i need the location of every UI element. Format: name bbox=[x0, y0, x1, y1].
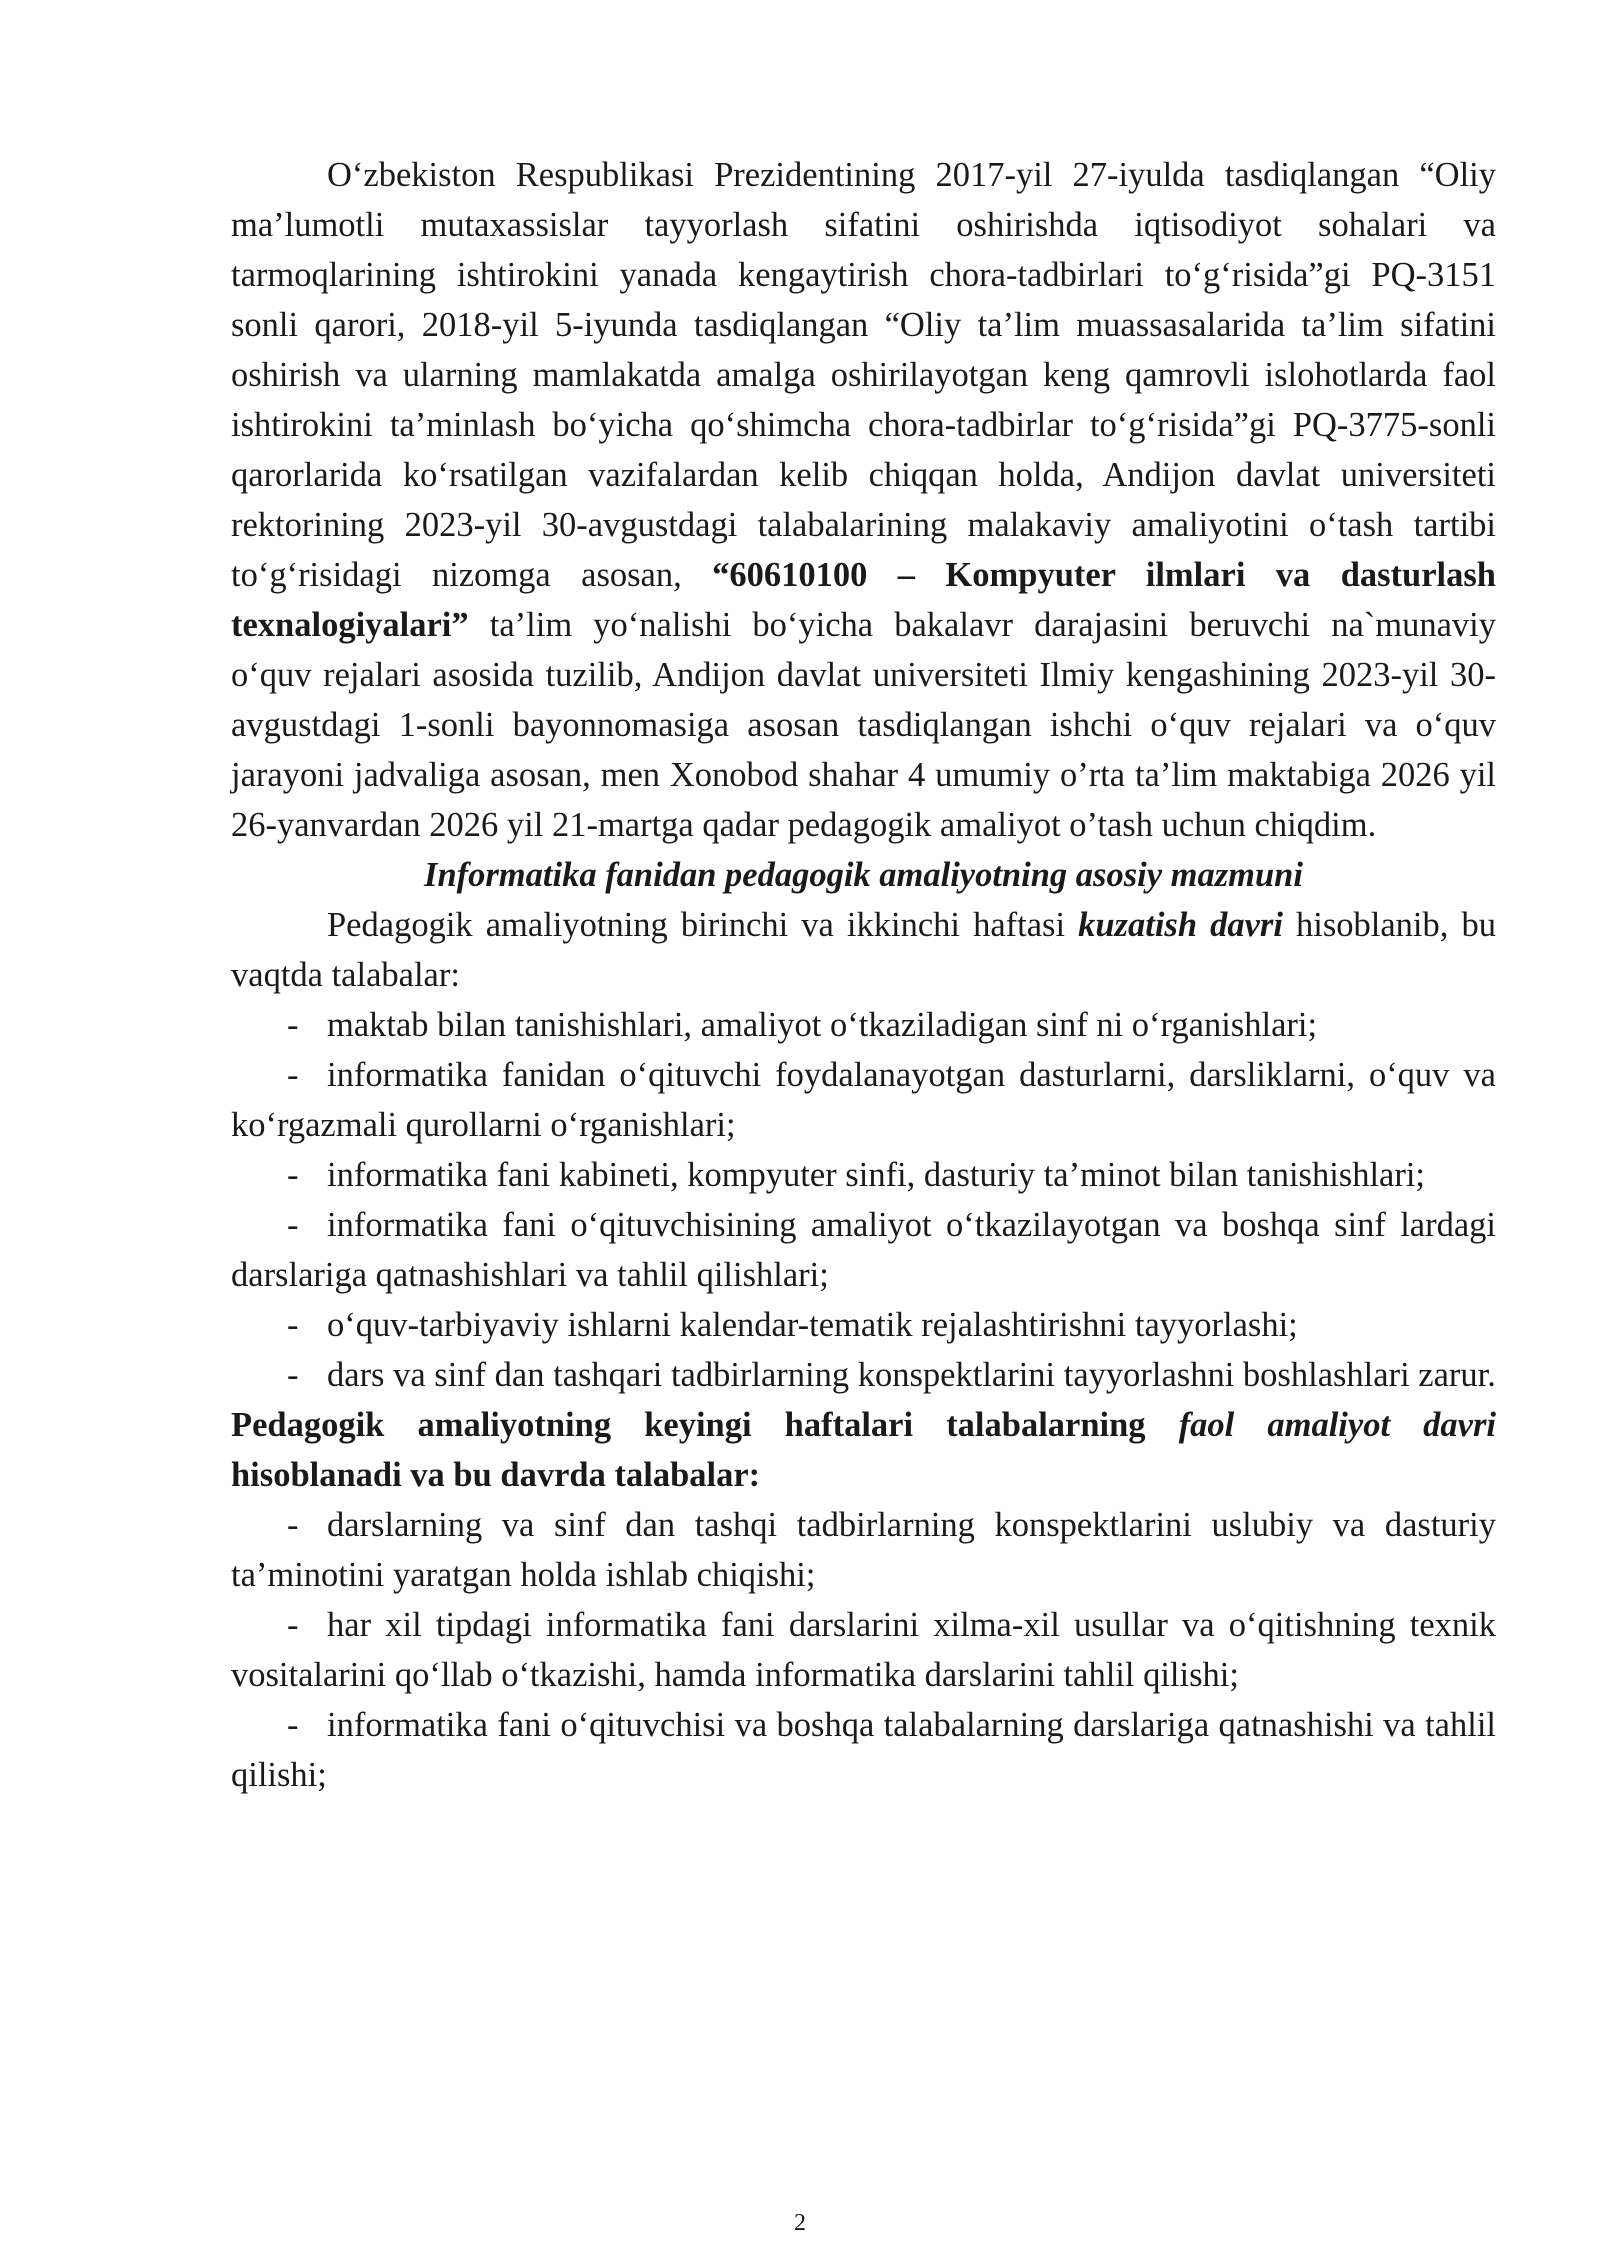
active-period-paragraph bbox=[231, 1400, 1496, 1500]
list-item bbox=[231, 1150, 1496, 1200]
dash-marker: - bbox=[287, 1506, 299, 1544]
list-item-text: informatika fani o‘qituvchisi va boshqa talabalarning darslariga qatnashishi va tahlil qilishi; bbox=[231, 1706, 1496, 1794]
list-item-text: informatika fani kabineti, kompyuter sinfi, dasturiy ta’minot bilan tanishishlari; bbox=[327, 1156, 1426, 1194]
section-title: Informatika fanidan pedagogik amaliyotning asosiy mazmuni bbox=[424, 856, 1303, 894]
dash-marker: - bbox=[287, 1306, 299, 1344]
list-item bbox=[231, 1350, 1496, 1400]
dash-marker: - bbox=[287, 1706, 299, 1744]
observation-list bbox=[231, 1000, 1496, 1400]
intro-text-start: O‘zbekiston Respublikasi Prezidentining 2017-yil 27-iyulda tasdiqlangan “Oliy ma’lumotli mutaxassislar tayyorlash sifatini oshirishda iqtisodiyot sohalari va tarmoqlarining ishtirokini yanada kengaytirish chora-tadbirlari to‘g‘risida”gi PQ-3151 sonli qarori, 2018-yil 5-iyunda tasdiqlangan “Oliy ta’lim muassasalarida ta’lim sifatini oshirish va ularning mamlakatda amalga oshirilayotgan keng qamrovli islohotlarda faol ishtirokini ta’minlash bo‘yicha qo‘shimcha chora-tadbirlar to‘g‘risida”gi PQ-3775-sonli qarorlarida ko‘rsatilgan vazifalardan kelib chiqqan holda, Andijon davlat universiteti rektorining 2023-yil 30-avgustdagi talabalarining malakaviy amaliyotini o‘tash tartibi to‘g‘risidagi nizomga asosan, bbox=[231, 156, 1496, 594]
dash-marker: - bbox=[287, 1056, 299, 1094]
observation-paragraph bbox=[231, 900, 1496, 1000]
observation-text-end: hisoblanib, bu vaqtda talabalar: bbox=[231, 906, 1496, 994]
list-item-text: maktab bilan tanishishlari, amaliyot o‘tkaziladigan sinf ni o‘rganishlari; bbox=[327, 1006, 1318, 1044]
list-item-text: dars va sinf dan tashqari tadbirlarning konspektlarini tayyorlashni boshlashlari zarur. bbox=[327, 1356, 1496, 1394]
active-text-end: hisoblanadi va bu davrda talabalar: bbox=[231, 1456, 761, 1494]
list-item bbox=[231, 1600, 1496, 1700]
list-item-text: darslarning va sinf dan tashqi tadbirlarning konspektlarini uslubiy va dasturiy ta’minotini yaratgan holda ishlab chiqishi; bbox=[231, 1506, 1496, 1594]
dash-marker: - bbox=[287, 1006, 299, 1044]
observation-emphasis: kuzatish davri bbox=[1078, 906, 1283, 944]
intro-text-end: ta’lim yo‘nalishi bo‘yicha bakalavr darajasini beruvchi na`munaviy o‘quv rejalari asosida tuzilib, Andijon davlat universiteti Ilmiy kengashining 2023-yil 30-avgustdagi 1-sonli bayonnomasiga asosan tasdiqlangan ishchi o‘quv rejalari va o‘quv jarayoni jadvaliga asosan, men Xonobod shahar 4 umumiy o’rta ta’lim maktabiga 2026 yil 26-yanvardan 2026 yil 21-martga qadar pedagogik amaliyot o’tash uchun chiqdim. bbox=[231, 606, 1496, 844]
list-item bbox=[231, 1000, 1496, 1050]
intro-paragraph bbox=[231, 150, 1496, 850]
observation-text: Pedagogik amaliyotning birinchi va ikkinchi haftasi bbox=[327, 906, 1079, 944]
list-item-text: har xil tipdagi informatika fani darslarini xilma-xil usullar va o‘qitishning texnik vositalarini qo‘llab o‘tkazishi, hamda informatika darslarini tahlil qilishi; bbox=[231, 1606, 1496, 1694]
active-list bbox=[231, 1500, 1496, 1800]
active-emphasis: faol amaliyot davri bbox=[1178, 1406, 1496, 1444]
active-text: Pedagogik amaliyotning keyingi haftalari talabalarning bbox=[231, 1406, 1179, 1444]
program-title: “60610100 – Kompyuter ilmlari va dasturlash texnalogiyalari” bbox=[231, 556, 1496, 644]
dash-marker: - bbox=[287, 1206, 299, 1244]
list-item bbox=[231, 1500, 1496, 1600]
page-number: 2 bbox=[794, 2210, 806, 2236]
dash-marker: - bbox=[287, 1606, 299, 1644]
list-item-text: informatika fani o‘qituvchisining amaliyot o‘tkazilayotgan va boshqa sinf lardagi darslariga qatnashishlari va tahlil qilishlari; bbox=[231, 1206, 1496, 1294]
list-item bbox=[231, 1300, 1496, 1350]
dash-marker: - bbox=[287, 1156, 299, 1194]
list-item bbox=[231, 1050, 1496, 1150]
document-body bbox=[231, 150, 1496, 1800]
dash-marker: - bbox=[287, 1356, 299, 1394]
list-item-text: informatika fanidan o‘qituvchi foydalanayotgan dasturlarni, darsliklarni, o‘quv va ko‘rgazmali qurollarni o‘rganishlari; bbox=[231, 1056, 1496, 1144]
list-item-text: o‘quv-tarbiyaviy ishlarni kalendar-tematik rejalashtirishni tayyorlashi; bbox=[327, 1306, 1298, 1344]
list-item bbox=[231, 1200, 1496, 1300]
list-item bbox=[231, 1700, 1496, 1800]
